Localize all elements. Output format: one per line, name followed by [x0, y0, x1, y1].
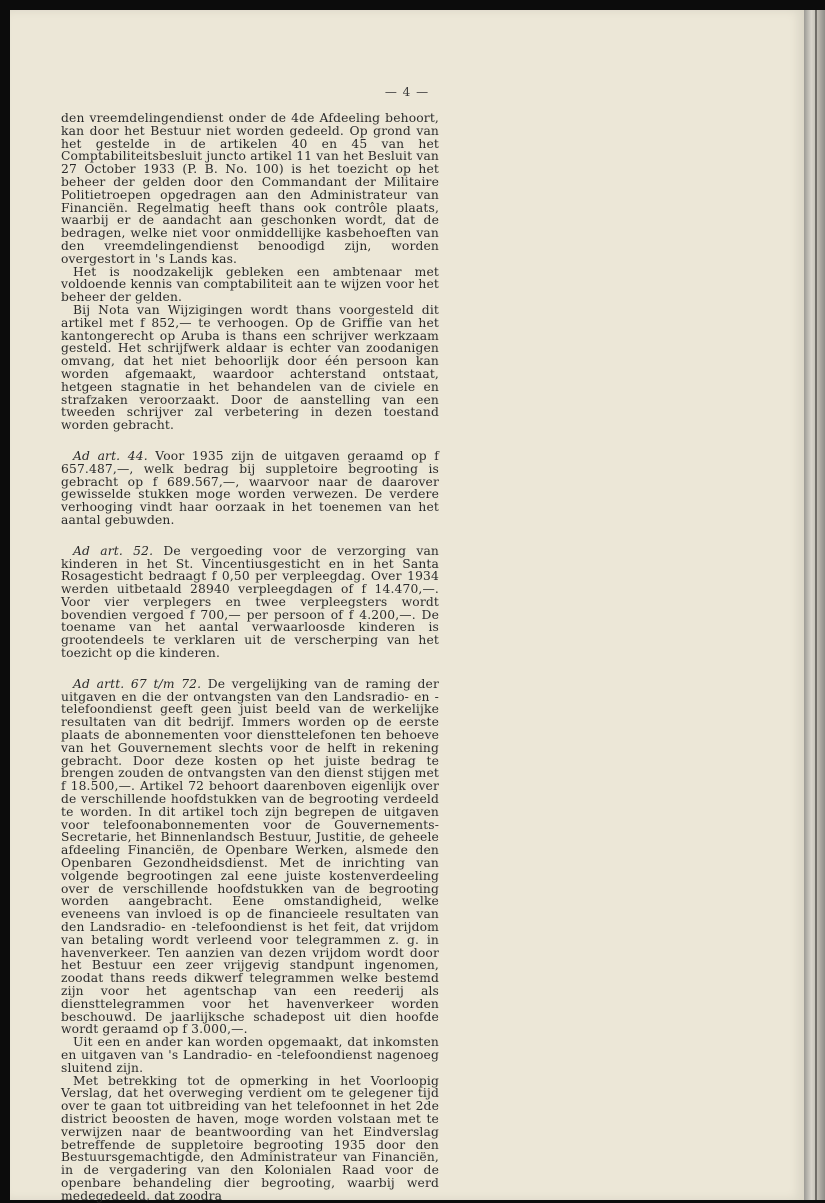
- paragraph-ad-art-44: Ad art. 44. Voor 1935 zijn de uitgaven geraamd op f 657.487,—, welk bedrag bij suppletoire begrooting is gebracht op f 689.567,—, waarvoor naar de daarover gewisselde stukken moge worden verwezen. De verdere verhooging vindt haar oorzaak in het toenemen van het aantal gebuwden.: [61, 448, 440, 527]
- paragraph-voorloopig-verslag: Met betrekking tot de opmerking in het Voorloopig Verslag, dat het overweging verdient om te gelegener tijd over te gaan tot uitbreiding van het telefoonnet in het 2de district beoosten de haven, moge worden volstaan met te verwijzen naar de beantwoording van het Eindverslag betreffende de suppletoire begrooting 1935 door den Bestuursgemachtigde, den Administrateur van Financiën, in de vergadering van den Kolonialen Raad voor de openbare behandeling dier begrooting, waarbij werd medegedeeld, dat zoodra: [61, 1073, 439, 1203]
- article-label: Ad art. 52.: [73, 543, 154, 558]
- article-label: Ad art. 44.: [73, 448, 148, 463]
- paragraph-inkomsten-uitgaven: Uit een en ander kan worden opgemaakt, dat inkomsten en uitgaven van 's Landradio- en -telefoondienst nagenoeg sluitend zijn.: [61, 1035, 439, 1075]
- paragraph-nota-wijzigingen: Bij Nota van Wijzigingen wordt thans voorgesteld dit artikel met f 852,— te verhoogen. Op de Griffie van het kantongerecht op Aruba is thans een schrijver werkzaam gesteld. Het schrijfwerk aldaar is echter van zoodanigen omvang, dat het niet behoorlijk door één persoon kan worden afgemaakt, waardoor achterstand ontstaat, hetgeen stagnatie in het behandelen van de civiele en strafzaken veroorzaakt. Door de aanstelling van een tweeden schrijver zal verbetering in dezen toestand worden gebracht.: [61, 302, 439, 433]
- page-number: — 4 —: [384, 85, 430, 99]
- article-label: Ad artt. 67 t/m 72.: [73, 676, 202, 691]
- spine-shadow-line: [815, 10, 817, 1200]
- document-page: [10, 10, 804, 1203]
- paragraph-ambtenaar: Het is noodzakelijk gebleken een ambtenaar met voldoende kennis van comptabiliteit aan te wijzen voor het beheer der gelden.: [61, 264, 439, 305]
- paragraph-vreemdelingendienst: den vreemdelingendienst onder de 4de Afdeeling behoort, kan door het Bestuur niet worden gedeeld. Op grond van het gestelde in de artikelen 40 en 45 van het Comptabiliteitsbesluit juncto artikel 11 van het Besluit van 27 October 1933 (P. B. No. 100) is het toezicht op het beheer der gelden door den Commandant der Militaire Politietroepen opgedragen aan den Administrateur van Financiën. Regelmatig heeft thans ook contrôle plaats, waarbij er de aandacht aan geschonken wordt, dat de bedragen, welke niet voor onmiddellijke kasbehoeften van den vreemdelingendienst benoodigd zijn, worden overgestort in 's Lands kas.: [61, 111, 439, 266]
- paragraph-ad-artt-67-72: Ad artt. 67 t/m 72. De vergelijking van de raming der uitgaven en die der ontvangsten van den Landsradio- en -telefoondienst geeft geen juist beeld van de werkelijke resultaten van dit bedrijf. Immers worden op de eerste plaats de abonnementen voor diensttelefonen ten behoeve van het Gouvernement slechts voor de helft in rekening gebracht. Door deze kosten op het juiste bedrag te brengen zouden de ontvangsten van den dienst stijgen met f 18.500,—. Artikel 72 behoort daarenboven eigenlijk over de verschillende hoofdstukken van de begrooting verdeeld te worden. In dit artikel toch zijn begrepen de uitgaven voor telefoonabonnementen voor de Gouvernements-Secretarie, het Binnenlandsch Bestuur, Justitie, de geheele afdeeling Financiën, de Openbare Werken, alsmede den Openbaren Gezondheidsdienst. Met de inrichting van volgende begrootingen zal eene juiste kostenverdeeling over de verschillende hoofdstukken van de begrooting worden aangebracht. Eene omstandigheid, welke eveneens van invloed is op de financieele resultaten van den Landsradio- en -telefoondienst is het feit, dat vrijdom van betaling wordt verleend voor telegrammen z. g. in havenverkeer. Ten aanzien van dezen vrijdom wordt door het Bestuur een zeer vrijgevig standpunt ingenomen, zoodat thans reeds dikwerf telegrammen welke bestemd zijn voor het agentschap van een reederij als diensttelegrammen voor het havenverkeer worden beschouwd. De jaarlijksche schadepost uit dien hoofde wordt geraamd op f 3.000,—.: [61, 676, 440, 1037]
- body-text: [61, 112, 439, 1203]
- paragraph-ad-art-52: Ad art. 52. De vergoeding voor de verzorging van kinderen in het St. Vincentiusgesticht en in het Santa Rosagesticht bedraagt f 0,50 per verpleegdag. Over 1934 werden uitbetaald 28940 verpleegdagen of f 14.470,—. Voor vier verplegers en twee verpleegsters wordt bovendien vergoed f 700,— per persoon of f 4.200,—. De toename van het aantal verwaarloosde kinderen is grootendeels te verklaren uit de verscherping van het toezicht op die kinderen.: [61, 543, 439, 661]
